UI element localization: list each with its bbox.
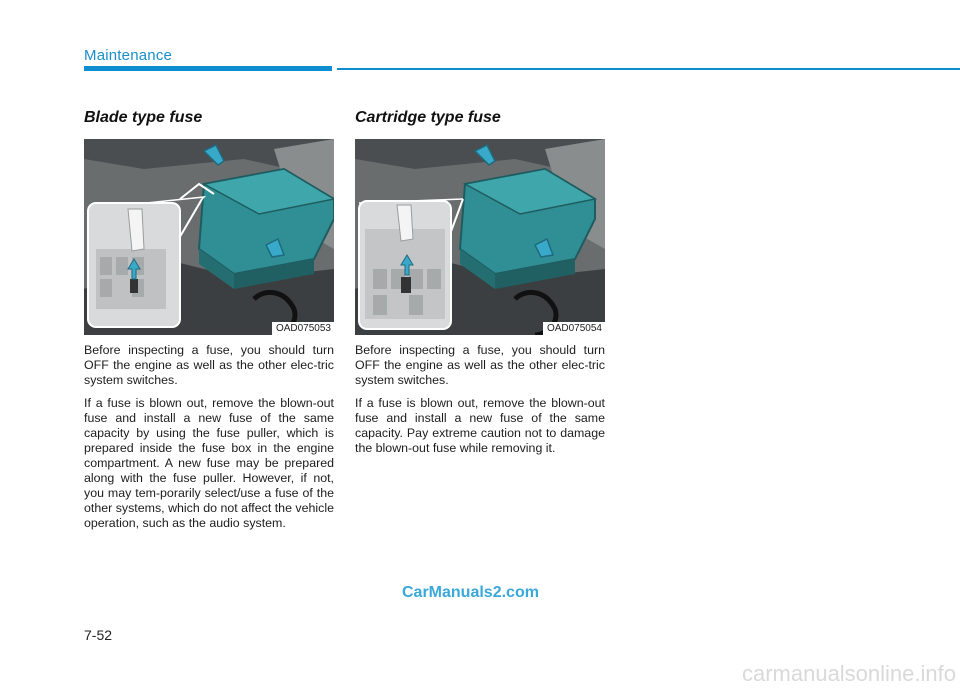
watermark-footer: carmanualsonline.info xyxy=(741,661,956,686)
engine-bay-illustration xyxy=(355,139,605,335)
paragraph: If a fuse is blown out, remove the blown-out fuse and install a new fuse of the same capacity. Pay extreme caution not to damage the blown-out fuse while removing it. xyxy=(355,396,605,455)
page-number: 7-52 xyxy=(84,627,113,643)
section-header: Maintenance xyxy=(84,47,173,64)
cartridge-fuse-figure xyxy=(355,139,605,335)
cartridge-fuse-title: Cartridge type fuse xyxy=(355,109,501,126)
figure-code: OAD075054 xyxy=(543,322,605,335)
engine-bay-illustration xyxy=(84,139,334,335)
cartridge-fuse-body xyxy=(355,343,605,464)
paragraph: If a fuse is blown out, remove the blown-out fuse and install a new fuse of the same capacity by using the fuse puller, which is prepared inside the fuse box in the engine compartment. A new fuse may be prepared along with the fuse puller. However, if not, you may tem-porarily select/use a fuse of the other systems, which do not affect the vehicle operation, such as the audio system. xyxy=(84,396,334,530)
header-rule-thin xyxy=(337,68,960,70)
paragraph: Before inspecting a fuse, you should turn OFF the engine as well as the other elec-tric system switches. xyxy=(84,343,334,387)
blade-fuse-title: Blade type fuse xyxy=(84,109,203,126)
blade-fuse-body xyxy=(84,343,334,539)
figure-code: OAD075053 xyxy=(272,322,334,335)
header-rule-thick xyxy=(84,66,332,71)
watermark-link[interactable]: CarManuals2.com xyxy=(402,584,539,601)
paragraph: Before inspecting a fuse, you should turn OFF the engine as well as the other elec-tric system switches. xyxy=(355,343,605,387)
blade-fuse-figure xyxy=(84,139,334,335)
